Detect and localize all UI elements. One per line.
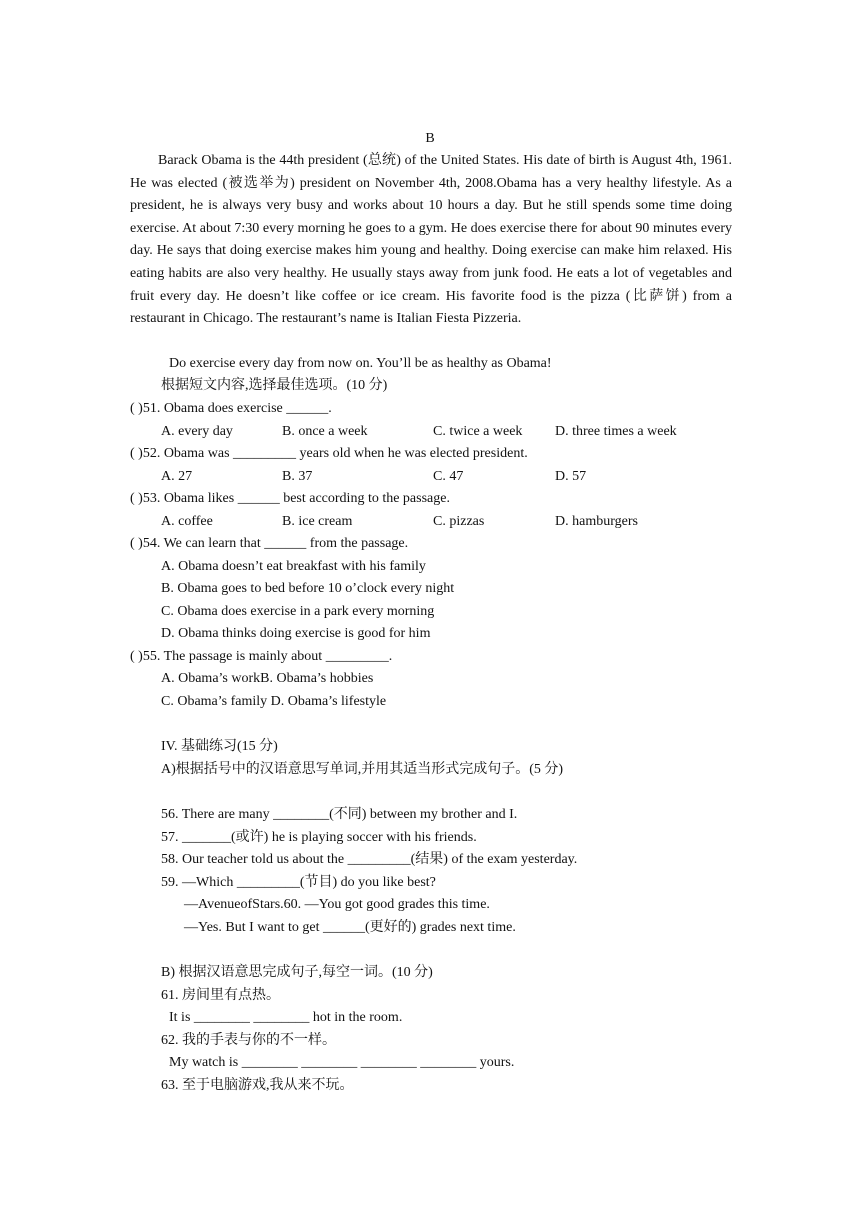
answer-option: A. Obama doesn’t eat breakfast with his family [161,559,426,574]
translation-item: My watch is ________ ________ ________ ________ yours. [169,1055,515,1070]
answer-option: D. hamburgers [555,514,638,529]
section-label: B [425,131,435,146]
question-stem: ( )54. We can learn that ______ from the passage. [130,536,409,551]
fill-in-item: —Yes. But I want to get ______(更好的) grades next time. [184,920,516,935]
answer-option: B. 37 [282,469,313,484]
answer-option: D. 57 [555,469,587,484]
fill-in-item: 59. —Which _________(节目) do you like best? [161,875,436,890]
answer-option: C. pizzas [433,514,485,529]
fill-in-item: —AvenueofStars.60. —You got good grades this time. [184,897,490,912]
answer-option: C. 47 [433,469,464,484]
translation-item: 63. 至于电脑游戏,我从来不玩。 [161,1078,354,1093]
passage-closing: Do exercise every day from now on. You’ll be as healthy as Obama! [169,356,552,371]
answer-option: A. Obama’s workB. Obama’s hobbies [161,671,374,686]
fill-in-item: 56. There are many ________(不同) between my brother and I. [161,807,518,822]
question-stem: ( )51. Obama does exercise ______. [130,401,332,416]
answer-option: C. Obama does exercise in a park every morning [161,604,435,619]
answer-option: D. Obama thinks doing exercise is good for him [161,626,431,641]
part-a-instruction: A)根据括号中的汉语意思写单词,并用其适当形式完成句子。(5 分) [161,762,564,777]
question-stem: ( )53. Obama likes ______ best according to the passage. [130,491,450,506]
translation-item: 62. 我的手表与你的不一样。 [161,1033,336,1048]
fill-in-item: 57. _______(或许) he is playing soccer with his friends. [161,830,477,845]
answer-option: B. Obama goes to bed before 10 o’clock every night [161,581,455,596]
part-b-instruction: B) 根据汉语意思完成句子,每空一词。(10 分) [161,965,433,980]
reading-instruction: 根据短文内容,选择最佳选项。(10 分) [161,378,388,393]
passage-body: Barack Obama is the 44th president (总统) of the United States. His date of birth is August 4th, 1961. He was elected (被选举为) president on November 4th, 2008.Obama has a very healthy lifestyle. As a president, he is always very busy and works about 10 hours a day. But he still spends some time doing exercise. At about 7:30 every morning he goes to a gym. He does exercise there for about 90 minutes every day. He says that doing exercise makes him young and healthy. Doing exercise can make him relaxed. His eating habits are also very healthy. He usually stays away from junk food. He eats a lot of vegetables and fruit every day. He doesn’t like coffee or ice cream. His favorite food is the pizza (比萨饼) from a restaurant in Chicago. The restaurant’s name is Italian Fiesta Pizzeria. [130,153,732,327]
translation-item: 61. 房间里有点热。 [161,988,280,1003]
answer-option: D. three times a week [555,424,677,439]
translation-item: It is ________ ________ hot in the room. [169,1010,403,1025]
answer-option: B. ice cream [282,514,353,529]
part-heading: IV. 基础练习(15 分) [161,739,278,754]
question-stem: ( )52. Obama was _________ years old when he was elected president. [130,446,528,461]
answer-option: B. once a week [282,424,368,439]
answer-option: A. 27 [161,469,193,484]
fill-in-item: 58. Our teacher told us about the _________(结果) of the exam yesterday. [161,852,578,867]
answer-option: A. every day [161,424,233,439]
question-stem: ( )55. The passage is mainly about _________. [130,649,393,664]
reading-passage [130,150,732,331]
answer-option: C. Obama’s family D. Obama’s lifestyle [161,694,387,709]
answer-option: A. coffee [161,514,213,529]
answer-option: C. twice a week [433,424,523,439]
